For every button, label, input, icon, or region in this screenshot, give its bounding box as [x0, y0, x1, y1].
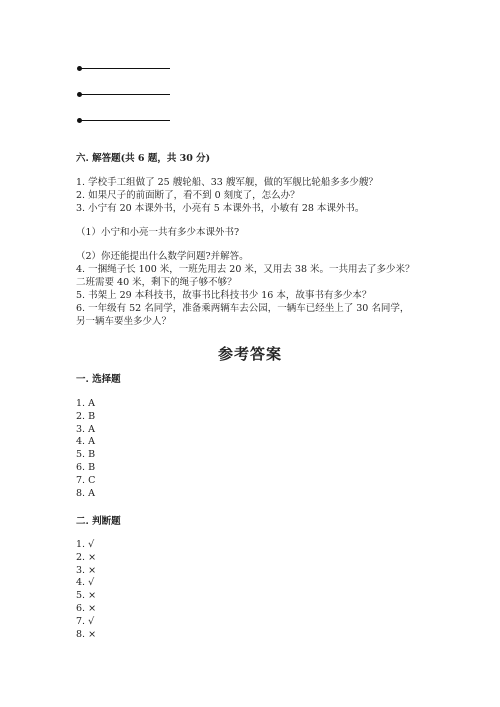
- choice-answer: 1. A: [76, 398, 95, 409]
- judge-answer: 3. ×: [76, 564, 97, 576]
- judge-answer: 4. √: [76, 577, 95, 589]
- choice-answer: 4. A: [76, 436, 95, 448]
- judge-answer: 5. ×: [76, 590, 97, 602]
- choice-answer: 3. A: [76, 423, 95, 435]
- question-line: 5. 书架上 29 本科技书，故事书比科技书少 16 本，故事书有多少本？: [76, 290, 372, 301]
- choice-answer: 2. B: [76, 410, 96, 422]
- question-line: （1）小宁和小亮一共有多少本课外书?: [76, 227, 240, 238]
- question-line: 3. 小宁有 20 本课外书，小亮有 5 本课外书，小敏有 28 本课外书。: [76, 203, 365, 214]
- line-segment-1: [80, 68, 170, 69]
- judge-answer-list: [76, 539, 96, 641]
- question-line: 2. 如果尺子的前面断了，看不到 0 刻度了，怎么办？: [76, 190, 300, 201]
- section6-heading: 六. 解答题(共 6 题，共 30 分): [76, 153, 211, 164]
- line-segment-2: [80, 94, 170, 95]
- question-line: 6. 一年级有 52 名同学，准备乘两辆车去公园，一辆车已经坐上了 30 名同学，: [76, 303, 410, 314]
- choice-answer: 7. C: [76, 474, 96, 486]
- question-line: 4. 一捆绳子长 100 米，一班先用去 20 米，又用去 38 米。一共用去了多少米？: [76, 264, 415, 275]
- choice-answer: 6. B: [76, 461, 96, 473]
- judge-answer: 7. √: [76, 615, 95, 627]
- choice-answer: 5. B: [76, 449, 96, 461]
- question-line: 二班需要 40 米，剩下的绳子够不够？: [76, 277, 237, 288]
- line-segment-3: [80, 120, 170, 121]
- choice-answer: 8. A: [76, 487, 95, 499]
- question-line: 1. 学校手工组做了 25 艘轮船、33 艘军舰，做的军舰比轮船多多少艘？: [76, 177, 378, 188]
- choice-answer-list: [76, 398, 95, 500]
- question-line: 另一辆车要坐多少人？: [76, 316, 172, 327]
- judge-answer: 8. ×: [76, 628, 97, 640]
- answers-title: 参考答案: [217, 345, 282, 363]
- judge-answer: 6. ×: [76, 602, 97, 614]
- question-line: （2）你还能提出什么数学问题?并解答。: [76, 251, 249, 262]
- choice-heading: 一. 选择题: [76, 374, 121, 385]
- judge-answer: 1. √: [76, 539, 95, 550]
- judge-answer: 2. ×: [76, 551, 97, 563]
- judge-heading: 二. 判断题: [76, 516, 121, 527]
